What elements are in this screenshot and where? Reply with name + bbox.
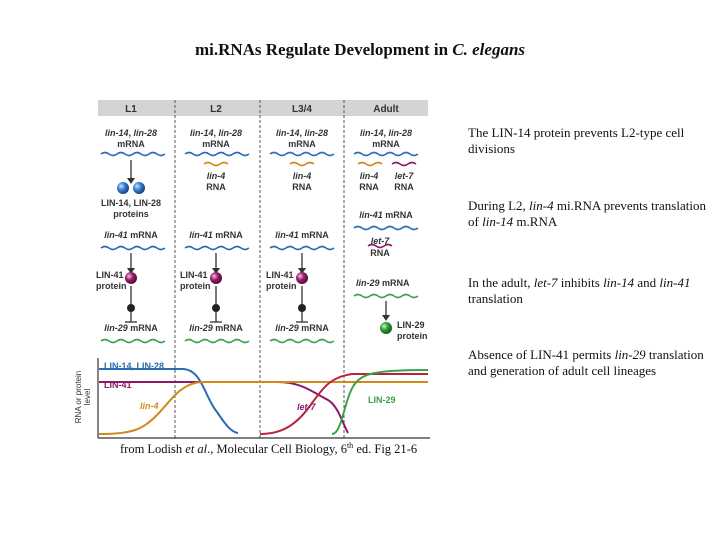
adult-lin41-mrna-wave xyxy=(354,227,418,230)
svg-text:lin-14, lin-28: lin-14, lin-28 xyxy=(359,128,413,138)
adult-lin4-rna-wave xyxy=(358,163,382,166)
adult-lin14-lin28-mrna-label xyxy=(360,128,412,149)
credit-et-al: et al xyxy=(185,442,208,457)
expression-level-plot xyxy=(74,358,430,438)
note-text-fragment: lin-14 xyxy=(482,214,514,229)
note-let7-inhibits xyxy=(468,275,708,307)
stage-l2-label: L2 xyxy=(210,104,222,115)
figure-credit xyxy=(120,441,417,457)
l1-lin14-lin28-mrna-label xyxy=(105,128,157,149)
l1-lin41-mrna-label: lin-41 mRNA xyxy=(104,230,158,240)
l2-lin41-protein-label-2: protein xyxy=(180,281,211,291)
l34-lin29-mrna-wave xyxy=(270,340,334,343)
l34-lin4-rna-wave xyxy=(290,163,314,166)
adult-lin29-mrna-label: lin-29 mRNA xyxy=(356,278,410,288)
l1-lin14-mrna-wave xyxy=(101,153,165,156)
curve-label-lin29: LIN-29 xyxy=(368,395,396,405)
note-lin41-absence xyxy=(468,347,708,379)
credit-mid: ., Molecular Cell Biology, 6 xyxy=(207,442,347,457)
l34-lin41-protein-label-1: LIN-41 xyxy=(266,270,294,280)
lin28-protein-sphere xyxy=(133,182,145,194)
adult-let7-label-2: let-7 xyxy=(370,236,390,246)
svg-text:lin-14, lin-28: lin-14, lin-28 xyxy=(275,128,329,138)
slide-title xyxy=(0,40,720,60)
l34-lin4-label: lin-4 xyxy=(292,171,312,181)
l1-lin41-protein-sphere xyxy=(125,272,137,284)
credit-pre: from Lodish xyxy=(120,442,186,457)
l34-rna-label: RNA xyxy=(292,182,312,192)
credit-sup: th xyxy=(346,441,354,450)
lin14-lin28-proteins-label-1: LIN-14, LIN-28 xyxy=(100,198,162,208)
l2-lin29-mrna-label: lin-29 mRNA xyxy=(189,323,243,333)
note-lin4-mirna xyxy=(468,198,708,230)
note-text-fragment: Absence of LIN-41 permits xyxy=(468,347,615,362)
l34-lin41-mrna-label: lin-41 mRNA xyxy=(275,230,329,240)
lin29-protein-label-2: protein xyxy=(397,331,428,341)
stage-l1-label: L1 xyxy=(125,104,137,115)
stage-l34-label: L3/4 xyxy=(291,104,313,115)
l34-lin14-mrna-wave xyxy=(270,153,334,156)
adult-let7-rna-label: RNA xyxy=(394,182,414,192)
adult-lin29-mrna-wave xyxy=(354,295,418,298)
note-text-fragment: inhibits xyxy=(557,275,604,290)
l2-lin14-mrna-wave xyxy=(185,153,249,156)
svg-text:mRNA: mRNA xyxy=(202,139,230,149)
note-text-fragment: m.RNA xyxy=(513,214,558,229)
svg-text:mRNA: mRNA xyxy=(372,139,400,149)
note-text-fragment: translation xyxy=(468,291,523,306)
mirna-development-diagram xyxy=(72,100,442,440)
lin14-lin28-proteins-label-2: proteins xyxy=(113,209,149,219)
curve-label-lin4: lin-4 xyxy=(140,401,159,411)
legend-lin41: LIN-41 xyxy=(104,380,132,390)
note-text-fragment: mi.RNA prevents translation of xyxy=(468,198,706,229)
note-lin14-protein xyxy=(468,125,708,157)
svg-text:lin-14, lin-28: lin-14, lin-28 xyxy=(104,128,158,138)
lin14-protein-sphere xyxy=(117,182,129,194)
note-text-fragment: translation and generation of adult cell lineages xyxy=(468,347,704,378)
stage-adult-label: Adult xyxy=(373,104,399,115)
svg-text:mRNA: mRNA xyxy=(117,139,145,149)
l2-lin14-lin28-mrna-label xyxy=(190,128,242,149)
note-text-fragment: let-7 xyxy=(533,275,558,290)
l1-arrow-head xyxy=(127,178,135,184)
adult-lin29-arrow-head xyxy=(382,315,390,321)
l1-lin41-mrna-wave xyxy=(101,247,165,250)
lin41-translation-arrows xyxy=(131,253,302,270)
l34-lin41-protein-sphere xyxy=(296,272,308,284)
svg-text:lin-14, lin-28: lin-14, lin-28 xyxy=(189,128,243,138)
lin29-protein-sphere xyxy=(380,322,392,334)
legend-lin14-lin28: LIN-14, LIN-28 xyxy=(104,361,165,371)
l34-lin29-mrna-label: lin-29 mRNA xyxy=(275,323,329,333)
svg-text:mRNA: mRNA xyxy=(288,139,316,149)
adult-let7-label: let-7 xyxy=(394,171,414,181)
l34-lin41-mrna-wave xyxy=(270,247,334,250)
adult-let7-rna-label-2: RNA xyxy=(370,248,390,258)
adult-lin14-mrna-wave xyxy=(354,153,418,156)
note-text-fragment: and xyxy=(634,275,660,290)
l2-lin41-protein-sphere xyxy=(210,272,222,284)
l2-lin41-mrna-label: lin-41 mRNA xyxy=(189,230,243,240)
l34-lin41-protein-label-2: protein xyxy=(266,281,297,291)
title-main: mi.RNAs Regulate Development in xyxy=(194,40,453,59)
note-text-fragment: lin-29 xyxy=(614,347,646,362)
note-text-fragment: In the adult, xyxy=(468,275,534,290)
l2-lin41-mrna-wave xyxy=(185,247,249,250)
adult-lin4-rna-label: RNA xyxy=(359,182,379,192)
l2-lin4-rna-wave xyxy=(204,163,228,166)
adult-lin41-mrna-label: lin-41 mRNA xyxy=(359,210,413,220)
inhibitor-dots xyxy=(127,304,306,312)
credit-post: ed. Fig 21-6 xyxy=(353,442,418,457)
note-text-fragment: lin-14 xyxy=(603,275,635,290)
l34-lin14-lin28-mrna-label xyxy=(276,128,328,149)
plot-y-axis-label xyxy=(74,371,92,423)
note-text-fragment: The LIN-14 protein prevents L2-type cell divisions xyxy=(468,125,685,156)
lin29-protein-label-1: LIN-29 xyxy=(397,320,425,330)
l2-lin29-mrna-wave xyxy=(185,340,249,343)
note-text-fragment: During L2, xyxy=(468,198,530,213)
l1-lin41-protein-label-1: LIN-41 xyxy=(96,270,124,280)
note-text-fragment: lin-4 xyxy=(529,198,554,213)
l2-lin41-protein-label-1: LIN-41 xyxy=(180,270,208,280)
title-italic: C. elegans xyxy=(452,40,526,59)
l1-lin29-mrna-wave xyxy=(101,340,165,343)
l1-lin41-protein-label-2: protein xyxy=(96,281,127,291)
l1-lin29-mrna-label: lin-29 mRNA xyxy=(104,323,158,333)
curve-label-let7: let-7 xyxy=(297,402,316,412)
l2-rna-label: RNA xyxy=(206,182,226,192)
adult-let7-rna-wave xyxy=(392,163,416,166)
lin41-inhibition-bars xyxy=(125,286,308,322)
l2-lin4-label: lin-4 xyxy=(206,171,226,181)
svg-text:RNA or protein: RNA or protein xyxy=(74,370,83,424)
note-text-fragment: lin-41 xyxy=(659,275,691,290)
svg-text:level: level xyxy=(83,388,92,406)
adult-lin4-label: lin-4 xyxy=(359,171,379,181)
